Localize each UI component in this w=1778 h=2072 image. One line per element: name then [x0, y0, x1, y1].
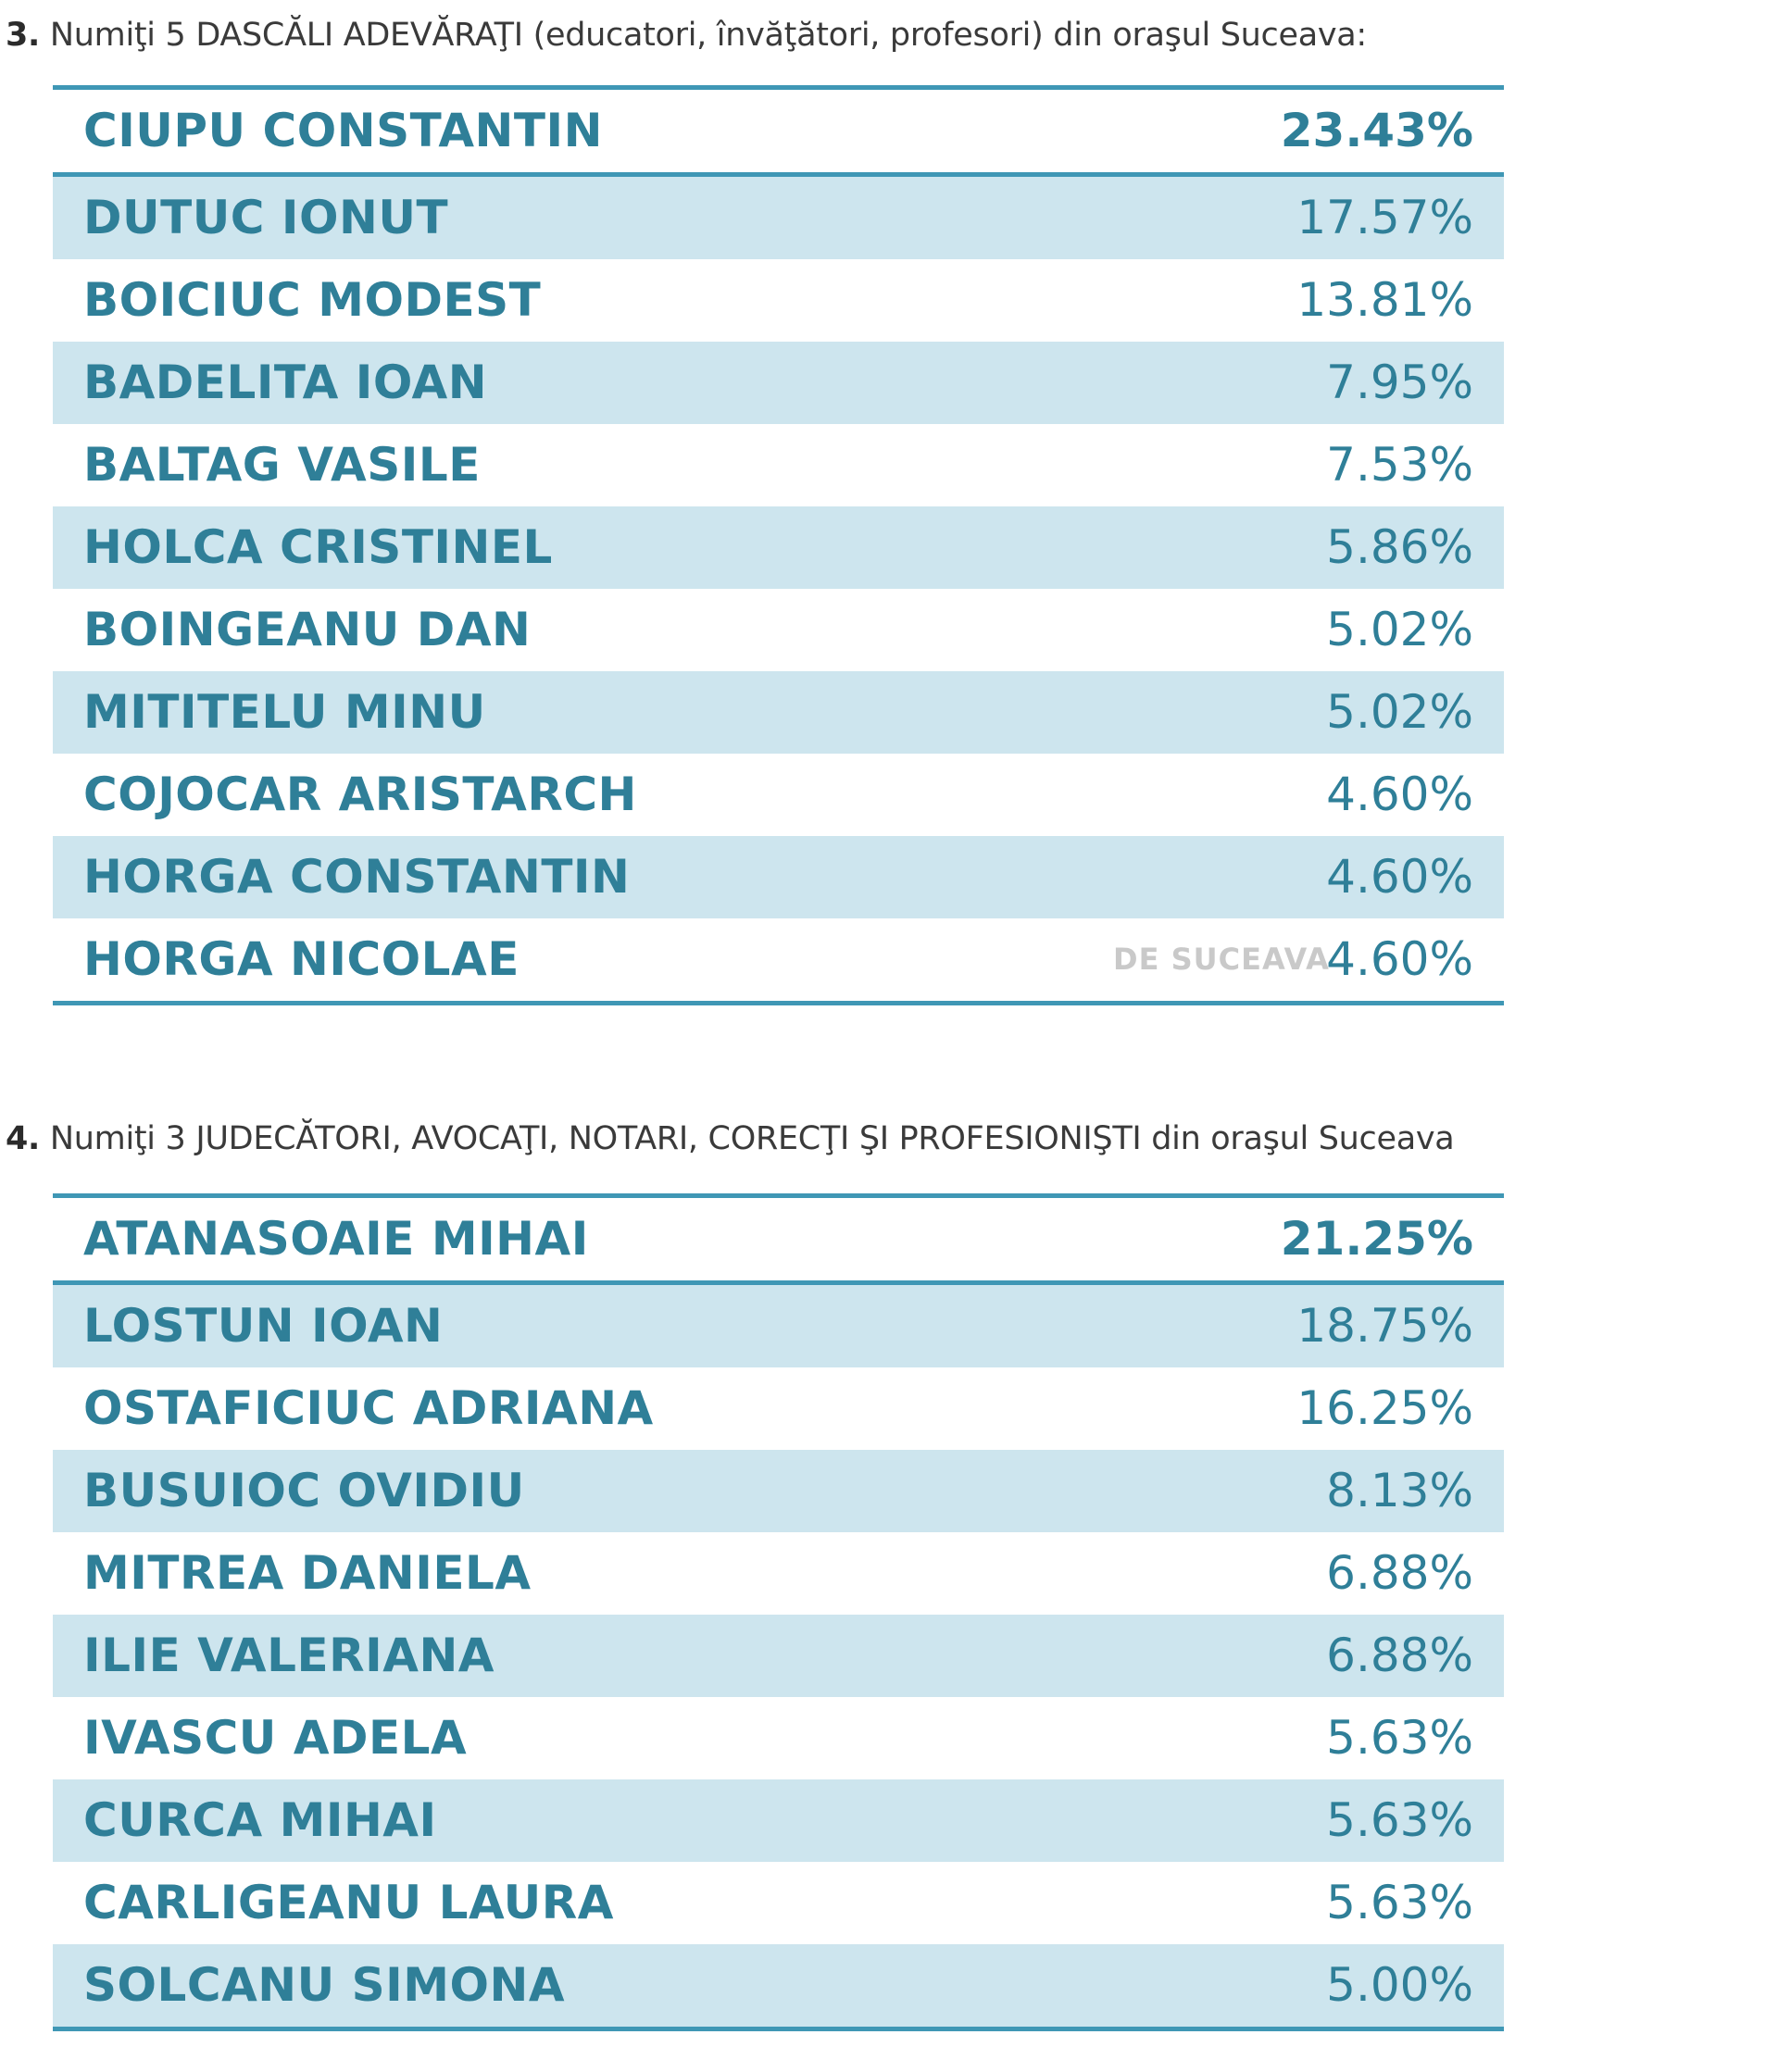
row-percent: 4.60% [1326, 850, 1473, 904]
table-row [53, 90, 1504, 177]
row-percent: 23.43% [1280, 104, 1473, 157]
table-row [53, 1198, 1504, 1285]
row-name: CIUPU CONSTANTIN [83, 104, 603, 157]
row-percent: 13.81% [1296, 273, 1473, 327]
question-text: Numiţi 5 DASCĂLI ADEVĂRAŢI (educatori, învăţători, profesori) din oraşul Suceava: [40, 17, 1367, 54]
table-row [53, 177, 1504, 259]
table-row [53, 506, 1504, 589]
row-percent: 5.02% [1326, 603, 1473, 656]
table-row [53, 342, 1504, 424]
row-name: CURCA MIHAI [83, 1793, 437, 1847]
table-row [53, 1615, 1504, 1697]
table-row [53, 1532, 1504, 1615]
results-table-legal [53, 1193, 1504, 2031]
question-number: 4. [6, 1120, 41, 1157]
table-row [53, 1367, 1504, 1450]
table-row [53, 1779, 1504, 1862]
table-row [53, 1450, 1504, 1532]
row-name: IVASCU ADELA [83, 1711, 468, 1765]
question-text: Numiţi 3 JUDECĂTORI, AVOCAŢI, NOTARI, CORECŢI ŞI PROFESIONIŞTI din oraşul Suceava [40, 1120, 1455, 1157]
table-row [53, 259, 1504, 342]
row-name: OSTAFICIUC ADRIANA [83, 1381, 654, 1435]
row-name: ATANASOAIE MIHAI [83, 1212, 589, 1266]
row-name: SOLCANU SIMONA [83, 1958, 566, 2012]
row-name: HORGA CONSTANTIN [83, 850, 631, 904]
row-percent: 5.86% [1326, 520, 1473, 574]
row-name: HOLCA CRISTINEL [83, 520, 553, 574]
row-name: BOINGEANU DAN [83, 603, 532, 656]
row-percent: 6.88% [1326, 1629, 1473, 1682]
row-name: ILIE VALERIANA [83, 1629, 495, 1682]
row-percent: 21.25% [1280, 1212, 1473, 1266]
row-percent: 5.63% [1326, 1711, 1473, 1765]
table-row [53, 754, 1504, 836]
row-percent: 7.53% [1326, 438, 1473, 492]
row-percent: 5.00% [1326, 1958, 1473, 2012]
row-name: DUTUC IONUT [83, 191, 449, 244]
row-name: LOSTUN IOAN [83, 1299, 444, 1353]
table-row [53, 1285, 1504, 1367]
row-name: MITREA DANIELA [83, 1546, 532, 1600]
watermark: DE SUCEAVA [1113, 942, 1330, 977]
row-percent: 5.02% [1326, 685, 1473, 739]
row-percent: 17.57% [1296, 191, 1473, 244]
table-row [53, 918, 1504, 1001]
table-row [53, 1944, 1504, 2027]
row-name: BUSUIOC OVIDIU [83, 1464, 525, 1517]
row-percent: 6.88% [1326, 1546, 1473, 1600]
row-percent: 7.95% [1326, 356, 1473, 409]
row-name: BADELITA IOAN [83, 356, 488, 409]
row-percent: 5.63% [1326, 1876, 1473, 1929]
row-name: MITITELU MINU [83, 685, 486, 739]
row-name: HORGA NICOLAE [83, 932, 520, 986]
table-row [53, 589, 1504, 671]
row-percent: 4.60% [1326, 932, 1473, 986]
row-percent: 4.60% [1326, 768, 1473, 821]
table-row [53, 424, 1504, 506]
row-name: BOICIUC MODEST [83, 273, 542, 327]
question-number: 3. [6, 17, 41, 54]
row-percent: 5.63% [1326, 1793, 1473, 1847]
row-percent: 18.75% [1296, 1299, 1473, 1353]
question-4 [6, 1111, 1454, 1167]
results-table-teachers [53, 85, 1504, 1005]
row-percent: 8.13% [1326, 1464, 1473, 1517]
row-name: COJOCAR ARISTARCH [83, 768, 637, 821]
table-row [53, 1697, 1504, 1779]
row-name: CARLIGEANU LAURA [83, 1876, 614, 1929]
question-3 [6, 7, 1367, 63]
table-row [53, 836, 1504, 918]
table-row [53, 1862, 1504, 1944]
table-row [53, 671, 1504, 754]
row-name: BALTAG VASILE [83, 438, 481, 492]
row-percent: 16.25% [1296, 1381, 1473, 1435]
